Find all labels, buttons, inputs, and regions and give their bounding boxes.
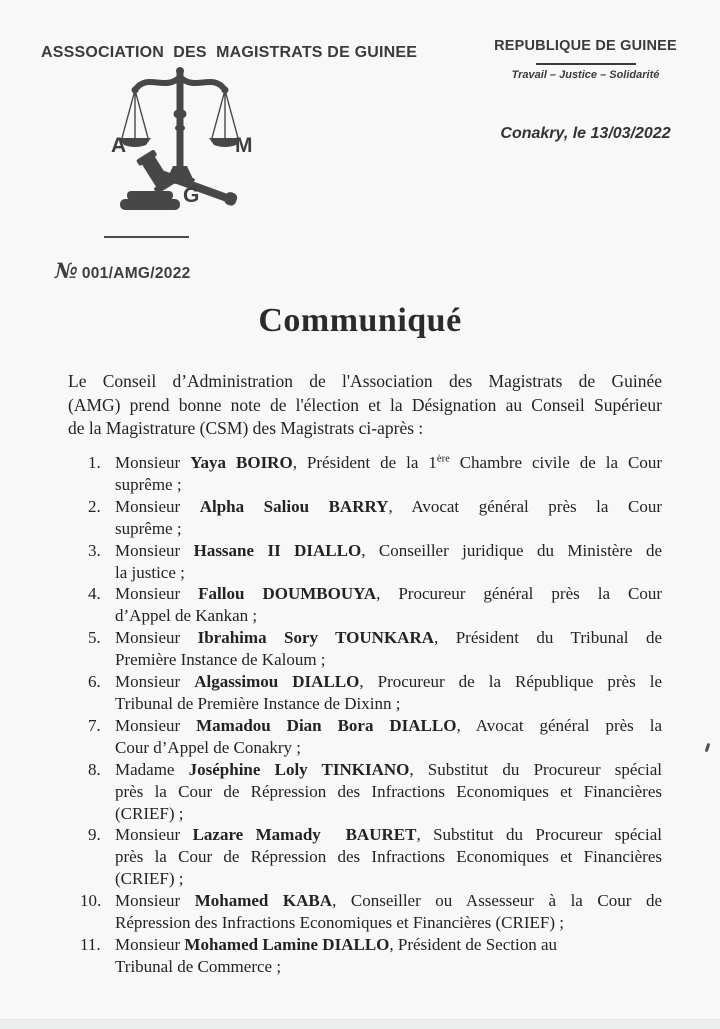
honorific: Monsieur xyxy=(115,672,195,692)
item-number: 8. xyxy=(88,759,101,779)
magistrate-name: Fallou DOUMBOUYA xyxy=(198,584,377,604)
item-line xyxy=(68,583,662,605)
item-line xyxy=(68,759,662,781)
item-line: (CRIEF) ; xyxy=(115,803,184,823)
item-line xyxy=(68,540,662,562)
magistrate-name: Algassimou DIALLO xyxy=(194,672,360,692)
scan-edge-band xyxy=(0,1019,720,1029)
item-line xyxy=(68,671,662,693)
logo-letter-g: G xyxy=(183,184,200,207)
item-line xyxy=(68,627,662,649)
magistrate-role: , Avocat général près la xyxy=(456,715,662,735)
honorific: Monsieur xyxy=(115,715,197,735)
honorific: Monsieur xyxy=(115,453,191,472)
magistrate-role: Chambre civile de la Cour xyxy=(449,453,662,472)
magistrate-name: Ibrahima Sory TOUNKARA xyxy=(197,628,435,648)
item-line xyxy=(68,934,662,956)
magistrate-name: Joséphine Loly TINKIANO xyxy=(188,759,410,779)
intro-line: Le Conseil d’Administration de l'Association des Magistrats de Guinée xyxy=(68,371,662,391)
magistrate-name: Yaya BOIRO xyxy=(190,453,293,472)
magistrate-role: , Conseiller juridique du Ministère de xyxy=(361,540,663,560)
national-motto: Travail – Justice – Solidarité xyxy=(511,69,660,81)
intro-line: de la Magistrature (CSM) des Magistrats ci-après : xyxy=(68,418,424,438)
item-line xyxy=(68,715,662,737)
item-line xyxy=(68,496,662,518)
item-line: suprême ; xyxy=(115,518,182,538)
logo-letter-m: M xyxy=(235,134,253,157)
item-line xyxy=(68,890,662,912)
reference-number xyxy=(55,258,191,283)
magistrate-role: , Procureur général près la Cour xyxy=(376,584,662,604)
magistrate-name: Mohamed Lamine DIALLO xyxy=(184,934,390,954)
item-number: 4. xyxy=(88,584,101,604)
scan-artifact-mark xyxy=(705,743,711,752)
item-line xyxy=(68,452,662,474)
logo-underline xyxy=(104,236,189,238)
item-number: 6. xyxy=(88,672,101,692)
republic-block xyxy=(468,38,703,143)
ordinal-suffix: ère xyxy=(436,453,450,465)
magistrate-role: , Président de Section au xyxy=(389,934,557,954)
honorific: Monsieur xyxy=(115,540,194,560)
honorific: Monsieur xyxy=(115,891,195,911)
logo-letter-a: A xyxy=(111,134,127,157)
magistrate-role: , Président du Tribunal de xyxy=(434,628,662,648)
item-line: près la Cour de Répression des Infractions Economiques et Financières xyxy=(115,847,662,867)
honorific: Monsieur xyxy=(115,496,200,516)
magistrates-list xyxy=(68,452,662,978)
list-item xyxy=(68,890,662,934)
item-line: d’Appel de Kankan ; xyxy=(115,606,258,626)
list-item xyxy=(68,934,662,978)
list-item xyxy=(68,824,662,890)
list-item xyxy=(68,452,662,496)
item-line xyxy=(68,824,662,846)
dateline: Conakry, le 13/03/2022 xyxy=(500,125,671,142)
item-line: Tribunal de Première Instance de Dixinn ; xyxy=(115,693,401,713)
magistrate-role: , Conseiller ou Assesseur à la Cour de xyxy=(332,891,662,911)
magistrate-name: Mamadou Dian Bora DIALLO xyxy=(196,715,457,735)
magistrate-role: , Avocat général près la Cour xyxy=(388,496,662,516)
list-item xyxy=(68,715,662,759)
item-number: 10. xyxy=(80,891,102,911)
item-number: 7. xyxy=(88,715,101,735)
magistrate-role: , Procureur de la République près le xyxy=(359,672,662,692)
magistrate-name: Alpha Saliou BARRY xyxy=(199,496,389,516)
magistrate-name: Lazare Mamady BAURET xyxy=(192,825,417,845)
magistrate-role: , Président de la 1 xyxy=(292,453,437,472)
honorific: Monsieur xyxy=(115,584,199,604)
document-title: Communiqué xyxy=(258,302,462,339)
magistrate-name: Mohamed KABA xyxy=(194,891,333,911)
item-number: 1. xyxy=(88,453,101,472)
honorific: Madame xyxy=(115,759,189,779)
item-number: 2. xyxy=(88,496,101,516)
association-name: ASSSOCIATION DES MAGISTRATS DE GUINEE xyxy=(41,44,418,61)
magistrate-role: , Substitut du Procureur spécial xyxy=(409,759,662,779)
list-item xyxy=(68,627,662,671)
item-line: (CRIEF) ; xyxy=(115,869,184,889)
list-item xyxy=(68,496,662,540)
honorific: Monsieur xyxy=(115,825,193,845)
magistrate-role: , Substitut du Procureur spécial xyxy=(416,825,662,845)
reference-value: 001/AMG/2022 xyxy=(81,265,191,282)
magistrate-name: Hassane II DIALLO xyxy=(193,540,362,560)
item-number: 5. xyxy=(88,628,101,648)
list-item xyxy=(68,583,662,627)
list-item xyxy=(68,759,662,825)
item-line: près la Cour de Répression des Infractions Economiques et Financières xyxy=(115,781,662,801)
honorific: Monsieur xyxy=(115,628,198,648)
item-line: la justice ; xyxy=(115,562,185,582)
item-line: Répression des Infractions Economiques et Financières (CRIEF) ; xyxy=(115,913,564,933)
item-number: 11. xyxy=(80,934,101,954)
item-line: suprême ; xyxy=(115,474,182,494)
item-line: Tribunal de Commerce ; xyxy=(115,956,282,976)
numero-symbol: № xyxy=(55,258,78,283)
item-line: Première Instance de Kaloum ; xyxy=(115,650,326,670)
intro-line: (AMG) prend bonne note de l'élection et la Désignation au Conseil Supérieur xyxy=(68,394,662,415)
honorific: Monsieur xyxy=(115,934,185,954)
justice-scales-gavel-logo xyxy=(95,62,305,234)
republic-title: REPUBLIQUE DE GUINEE xyxy=(494,38,677,54)
item-number: 9. xyxy=(88,825,101,845)
separator-line xyxy=(536,63,636,65)
item-line: Cour d’Appel de Conakry ; xyxy=(115,737,302,757)
list-item xyxy=(68,671,662,715)
item-number: 3. xyxy=(88,540,101,560)
list-item xyxy=(68,540,662,584)
intro-paragraph xyxy=(68,370,662,441)
